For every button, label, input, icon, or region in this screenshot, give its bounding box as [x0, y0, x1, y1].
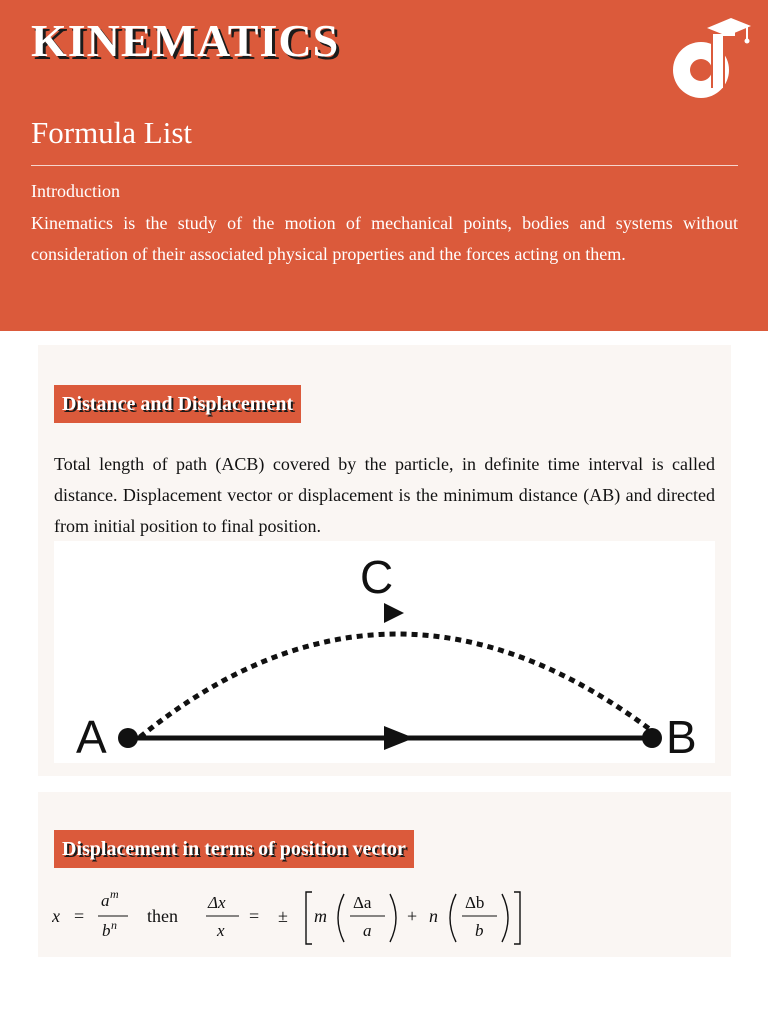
formula-a-exp: m [110, 887, 119, 901]
distance-displacement-card [38, 345, 731, 776]
formula-b: b [102, 921, 111, 940]
formula-plus-minus: ± [278, 906, 288, 926]
close-paren-1 [390, 894, 396, 942]
close-bracket [514, 892, 520, 944]
open-paren-1 [338, 894, 344, 942]
section-title-position-vector: Displacement in terms of position vector [54, 830, 414, 868]
label-a: A [76, 711, 107, 763]
header-divider [31, 165, 738, 166]
formula-a-denominator: a [363, 921, 372, 940]
path-diagram [54, 541, 715, 763]
formula-delta-a: Δa [353, 893, 372, 912]
formula-b-denominator: b [475, 921, 484, 940]
formula-plus: + [407, 906, 418, 926]
formula-n: n [429, 906, 438, 926]
point-a [118, 728, 138, 748]
formula-delta-b: Δb [465, 893, 485, 912]
section-title-distance: Distance and Displacement [54, 385, 301, 423]
formula-equals-2: = [249, 906, 260, 926]
graduation-cap-logo-icon [661, 14, 753, 106]
formula-x-denominator: x [217, 921, 225, 940]
formula-equals-1: = [74, 906, 85, 926]
open-bracket [306, 892, 312, 944]
page-subtitle: Formula List [31, 115, 193, 150]
label-b: B [666, 711, 697, 763]
distance-paragraph: Total length of path (ACB) covered by the particle, in definite time interval is called distance. Displacement vector or displacement is the minimum distance (AB) and directed from initial position to final position. [54, 454, 715, 536]
formula-b-exp: n [111, 918, 117, 932]
header-banner [0, 0, 768, 331]
formula-then: then [147, 906, 178, 926]
close-paren-2 [502, 894, 508, 942]
formula-a: a [101, 891, 110, 910]
point-b [642, 728, 662, 748]
arc-arrowhead [384, 603, 404, 623]
curved-path-acb [140, 634, 660, 737]
formula-delta-x: Δx [208, 893, 226, 912]
formula-block [52, 884, 717, 948]
line-arrowhead [384, 726, 414, 750]
position-vector-card [38, 792, 731, 957]
intro-heading: Introduction [31, 181, 120, 201]
intro-paragraph: Kinematics is the study of the motion of mechanical points, bodies and systems without consideration of their associated physical properties and the forces acting on them. [31, 213, 738, 264]
formula-m: m [314, 906, 327, 926]
label-c: C [360, 551, 394, 603]
formula-x: x [52, 906, 60, 926]
page-title: KINEMATICS [31, 15, 340, 66]
open-paren-2 [450, 894, 456, 942]
